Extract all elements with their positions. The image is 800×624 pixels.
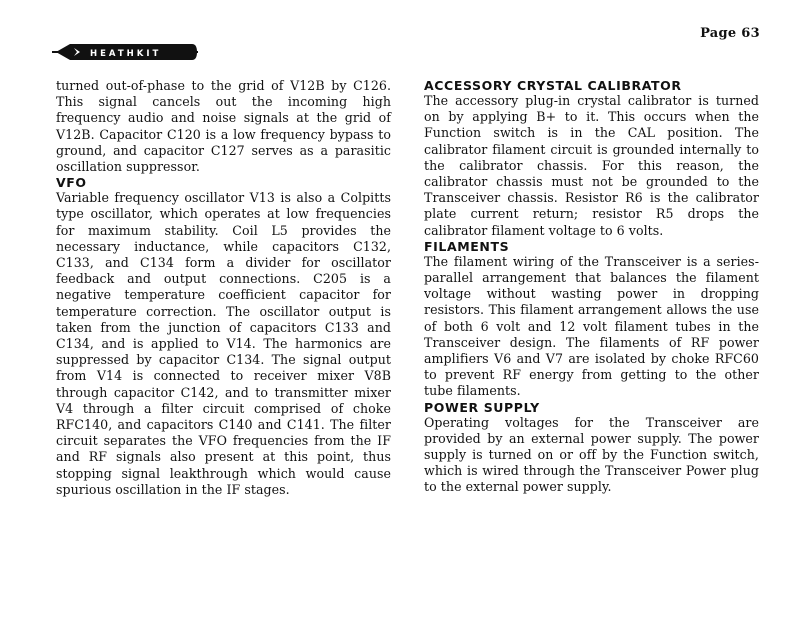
filaments-paragraph: The filament wiring of the Transceiver is a series-parallel arrangement that balances the filament voltage without wasting power in dropping resistors. This filament arrangement allows the use of both 6 volt and 12 volt filament tubes in the Transceiver design. The filaments of RF power amplifiers V6 and V7 are isolated by choke RFC60 to prevent RF energy from getting to the other tube filaments.	[424, 253, 759, 399]
filaments-heading: FILAMENTS	[424, 238, 510, 254]
power-supply-paragraph: Operating voltages for the Transceiver are provided by an external power supply. The power supply is turned on or off by the Function switch, which is wired through the Transceiver Power plug to the external power supply.	[424, 414, 759, 495]
calibrator-heading: ACCESSORY CRYSTAL CALIBRATOR	[424, 78, 682, 93]
vfo-heading: VFO	[56, 175, 87, 191]
heathkit-logo-graphic	[52, 41, 198, 63]
heathkit-logo	[52, 41, 198, 63]
right-column	[424, 78, 759, 496]
intro-paragraph: turned out-of-phase to the grid of V12B by C126. This signal cancels out the incoming high frequency audio and noise signals at the grid of V12B. Capacitor C120 is a low frequency bypass to ground, and capacitor C127 serves as a parasitic oscillation suppressor.	[56, 78, 391, 175]
page-number: Page 63	[700, 26, 760, 41]
logo-text: HEATHKIT	[90, 49, 162, 59]
power-supply-heading: POWER SUPPLY	[424, 399, 540, 415]
calibrator-paragraph: The accessory plug-in crystal calibrator is turned on by applying B+ to it. This occurs when the Function switch is in the CAL position. The calibrator filament circuit is grounded internally to the calibrator chassis. For this reason, the calibrator chassis must not be grounded to the Transceiver chassis. Resistor R6 is the calibrator plate current return; resistor R5 drops the calibrator filament voltage to 6 volts.	[424, 93, 759, 238]
left-column	[56, 78, 391, 498]
vfo-paragraph: Variable frequency oscillator V13 is also a Colpitts type oscillator, which operates at low frequencies for maximum stability. Coil L5 provides the necessary inductance, while capacitors C132, C133, and C134 form a divider for oscillator feedback and output connections. C205 is a negative temperature coefficient capacitor for temperature correction. The oscillator output is taken from the junction of capacitors C133 and C134, and is applied to V14. The harmonics are suppressed by capacitor C134. The signal output from V14 is connected to receiver mixer V8B through capacitor C142, and to transmitter mixer V4 through a filter circuit comprised of choke RFC140, and capacitors C140 and C141. The filter circuit separates the VFO frequencies from the IF and RF signals also present at this point, thus stopping signal leakthrough which would cause spurious oscillation in the IF stages.	[56, 190, 391, 497]
